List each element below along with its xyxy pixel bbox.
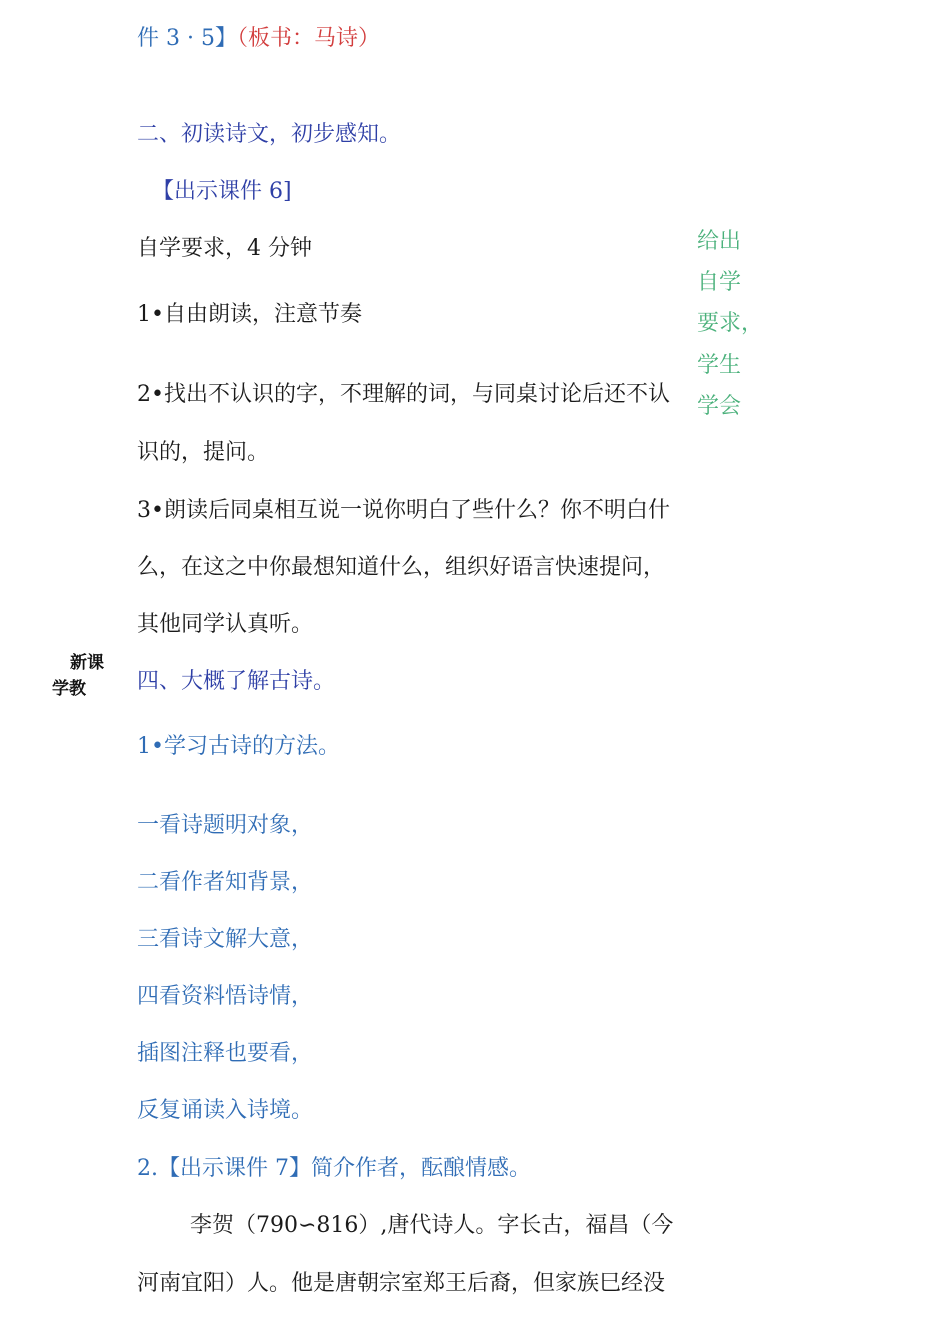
section4-heading: 四、大概了解古诗。 bbox=[137, 669, 336, 694]
method-line: 四看资料悟诗情， bbox=[137, 984, 314, 1009]
author-intro-line1: 李贺（790∽816）,唐代诗人。字长古，福昌（今 bbox=[190, 1213, 674, 1238]
row-label bbox=[52, 650, 104, 702]
self-study-item2a: 2•找出不认识的字，不理解的词，与同桌讨论后还不认 bbox=[137, 382, 670, 407]
board-note: （板书：马诗） bbox=[236, 26, 380, 51]
method-title: 1•学习古诗的方法。 bbox=[137, 734, 340, 759]
side-note-line: 给出 bbox=[697, 229, 742, 254]
slide-ref: 件 3 · 5】 bbox=[137, 26, 237, 51]
side-note-line: 要求， bbox=[697, 311, 764, 336]
self-study-item2b: 识的，提问。 bbox=[137, 440, 270, 465]
method-line: 反复诵读入诗境。 bbox=[137, 1098, 314, 1123]
slide7-ref: 2.【出示课件 7】简介作者，酝酿情感。 bbox=[137, 1156, 531, 1181]
slide6-ref: 【出示课件 6] bbox=[152, 179, 292, 204]
self-study-item3a: 3•朗读后同桌相互说一说你明白了些什么？你不明白什 bbox=[137, 498, 670, 523]
self-study-item3b: 么，在这之中你最想知道什么，组织好语言快速提问， bbox=[137, 555, 666, 580]
self-study-item1: 1•自由朗读，注意节奏 bbox=[137, 302, 362, 327]
self-study-title: 自学要求，4 分钟 bbox=[137, 236, 312, 261]
method-line: 二看作者知背景， bbox=[137, 870, 314, 895]
method-line: 三看诗文解大意， bbox=[137, 927, 314, 952]
side-note-line: 学生 bbox=[697, 353, 742, 378]
author-intro-line2: 河南宜阳）人。他是唐朝宗室郑王后裔，但家族巳经没 bbox=[137, 1271, 666, 1296]
section2-heading: 二、初读诗文，初步感知。 bbox=[137, 122, 402, 147]
self-study-item3c: 其他同学认真听。 bbox=[137, 612, 314, 637]
method-line: 一看诗题明对象， bbox=[137, 813, 314, 838]
row-label-line1: 新课 bbox=[70, 653, 104, 673]
side-note-line: 学会 bbox=[697, 394, 742, 419]
slide-ref-line bbox=[137, 28, 380, 50]
row-label-line2: 学教 bbox=[52, 679, 86, 699]
method-line: 插图注释也要看， bbox=[137, 1041, 314, 1066]
side-note-line: 自学 bbox=[697, 270, 742, 295]
